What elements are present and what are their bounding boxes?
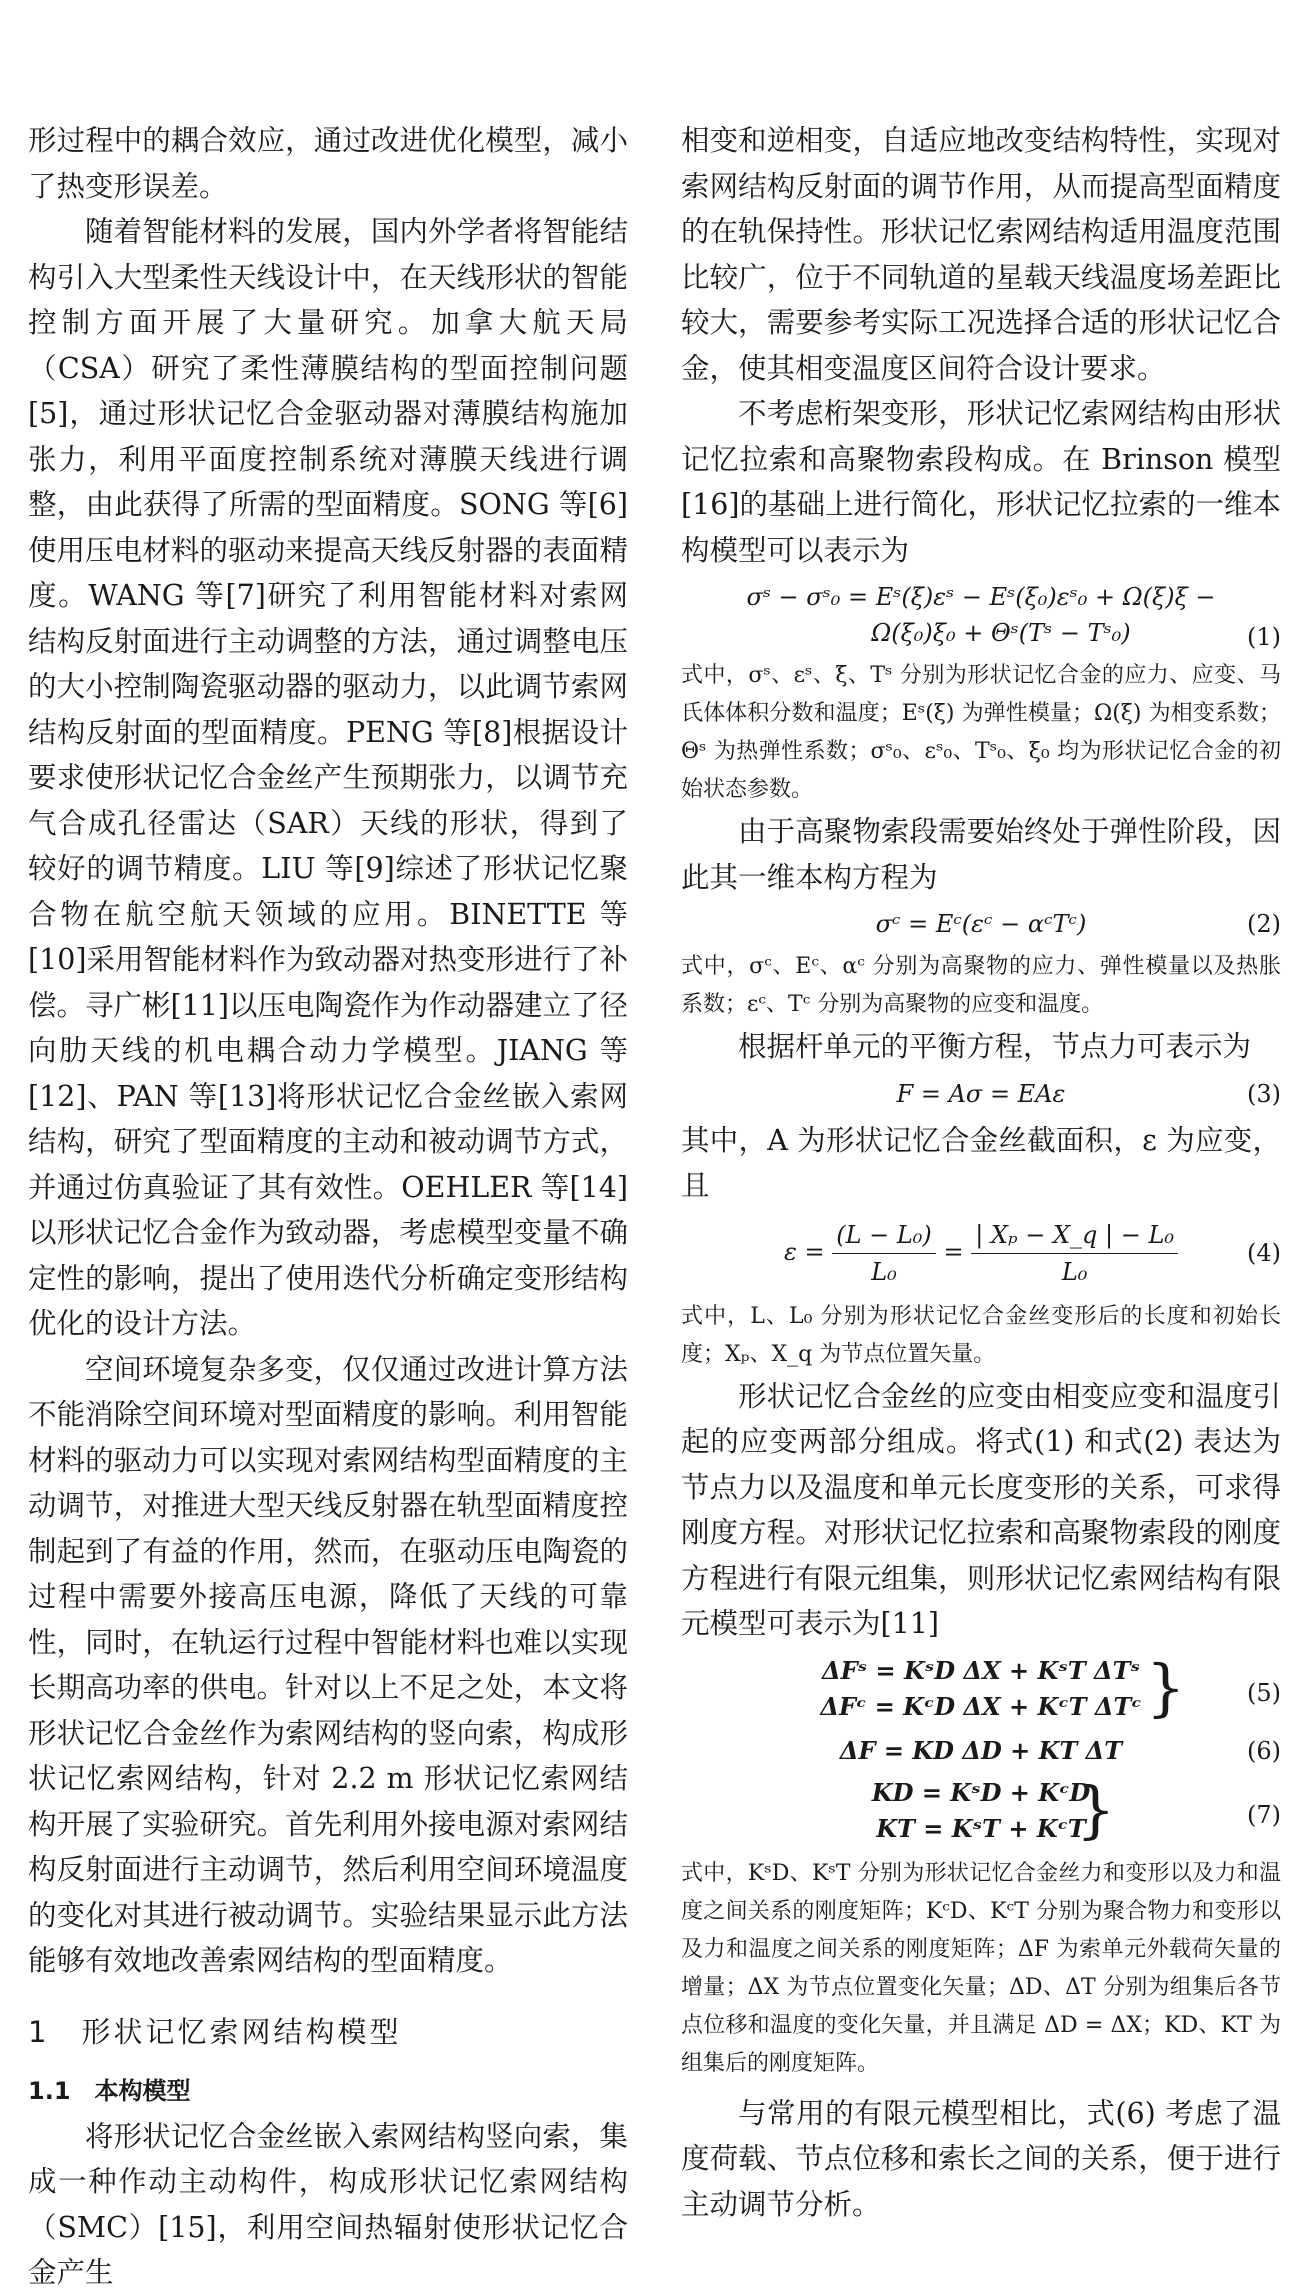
equation-text: F = Aσ = EAε [896, 1079, 1066, 1108]
equation-line: KD = KˢD + KᶜD [871, 1777, 1091, 1807]
equation-number: (3) [1247, 1079, 1281, 1108]
fraction-numerator: | Xₚ − X_q | − L₀ [971, 1217, 1178, 1254]
equation-line: Ω(ξ₀)ξ₀ + Θˢ(Tˢ − Tˢ₀) [871, 619, 1131, 647]
paragraph: 与常用的有限元模型相比，式(6) 考虑了温度荷载、节点位移和索长之间的关系，便于进行主动调节分析。 [681, 2096, 1281, 2221]
right-column [681, 118, 1281, 2227]
equation-4 [681, 1217, 1281, 1290]
subsection-heading: 1.1 本构模型 [28, 2076, 191, 2105]
paragraph: 将形状记忆合金丝嵌入索网结构竖向索，集成一种作动主动构件，构成形状记忆索网结构（SMC）[15]，利用空间热辐射使形状记忆合金产生 [28, 2119, 628, 2289]
equation-7 [681, 1772, 1281, 1849]
equation-note: 式中，KˢD、KˢT 分别为形状记忆合金丝力和变形以及力和温度之间关系的刚度矩阵；KᶜD、KᶜT 分别为聚合物力和变形以及力和温度之间关系的刚度矩阵；ΔF 为索单元外载荷矢量的增量；ΔX 为节点位置变化矢量；ΔD、ΔT 分别为组集后各节点位移和温度的变化矢量，并且满足 ΔD = ΔX；KD、KT 为组集后的刚度矩阵。 [681, 1860, 1281, 2076]
equals-sign: = [943, 1237, 964, 1266]
paragraph: 随着智能材料的发展，国内外学者将智能结构引入大型柔性天线设计中，在天线形状的智能控制方面开展了大量研究。加拿大航天局（CSA）研究了柔性薄膜结构的型面控制问题[5]，通过形状记忆合金驱动器对薄膜结构施加张力，利用平面度控制系统对薄膜天线进行调整，由此获得了所需的型面精度。SONG 等[6]使用压电材料的驱动来提高天线反射器的表面精度。WANG 等[7]研究了利用智能材料对索网结构反射面进行主动调整的方法，通过调整电压的大小控制陶瓷驱动器的驱动力，以此调节索网结构反射面的型面精度。PENG 等[8]根据设计要求使形状记忆合金丝产生预期张力，以调节充气合成孔径雷达（SAR）天线的形状，得到了较好的调节精度。LIU 等[9]综述了形状记忆聚合物在航空航天领域的应用。BINETTE 等[10]采用智能材料作为致动器对热变形进行了补偿。寻广彬[11]以压电陶瓷作为作动器建立了径向肋天线的机电耦合动力学模型。JIANG 等[12]、PAN 等[13]将形状记忆合金丝嵌入索网结构，研究了型面精度的主动和被动调节方式，并通过仿真验证了其有效性。OEHLER 等[14]以形状记忆合金作为致动器，考虑模型变量不确定性的影响，提出了使用迭代分析确定变形结构优化的设计方法。 [28, 215, 629, 1340]
paragraph: 根据杆单元的平衡方程，节点力可表示为 [738, 1030, 1252, 1063]
equation-number: (7) [1247, 1800, 1281, 1829]
paragraph: 由于高聚物索段需要始终处于弹性阶段，因此其一维本构方程为 [681, 815, 1281, 894]
equation-note: 式中，L、L₀ 分别为形状记忆合金丝变形后的长度和初始长度；Xₚ、X_q 为节点位置矢量。 [681, 1303, 1281, 1367]
equation-number: (4) [1247, 1238, 1281, 1267]
equation-text: σᶜ = Eᶜ(εᶜ − αᶜTᶜ) [875, 910, 1087, 938]
fraction [971, 1217, 1178, 1290]
equation-line: KT = KˢT + KᶜT [876, 1813, 1086, 1843]
paragraph: 空间环境复杂多变，仅仅通过改进计算方法不能消除空间环境对型面精度的影响。利用智能材料的驱动力可以实现对索网结构型面精度的主动调节，对推进大型天线反射器在轨型面精度控制起到了有益的作用，然而，在驱动压电陶瓷的过程中需要外接高压电源，降低了天线的可靠性，同时，在轨运行过程中智能材料也难以实现长期高功率的供电。针对以上不足之处，本文将形状记忆合金丝作为索网结构的竖向索，构成形状记忆索网结构，针对 2.2 m 形状记忆索网结构开展了实验研究。首先利用外接电源对索网结构反射面进行主动调节，然后利用空间环境温度的变化对其进行被动调节。实验结果显示此方法能够有效地改善索网结构的型面精度。 [28, 1352, 628, 1977]
equation-line: ΔFᶜ = KᶜD ΔX + KᶜT ΔTᶜ [820, 1691, 1142, 1721]
equation-number: (6) [1247, 1736, 1281, 1765]
right-brace: } [1146, 1650, 1186, 1724]
equation-2 [681, 906, 1281, 942]
equation-5 [681, 1650, 1281, 1727]
equation-note: 式中，σˢ、εˢ、ξ、Tˢ 分别为形状记忆合金的应力、应变、马氏体体积分数和温度；Eˢ(ξ) 为弹性模量；Ω(ξ) 为相变系数；Θˢ 为热弹性系数；σˢ₀、εˢ₀、Tˢ₀、ξ₀ 均为形状记忆合金的初始状态参数。 [681, 663, 1281, 802]
equation-6 [681, 1733, 1281, 1769]
equation-line: σˢ − σˢ₀ = Eˢ(ξ)εˢ − Eˢ(ξ₀)εˢ₀ + Ω(ξ)ξ − [746, 583, 1216, 611]
equation-note: 式中，σᶜ、Eᶜ、αᶜ 分别为高聚物的应力、弹性模量以及热胀系数；εᶜ、Tᶜ 分别为高聚物的应变和温度。 [681, 954, 1281, 1017]
fraction-denominator: L₀ [1061, 1257, 1088, 1286]
fraction [832, 1217, 936, 1290]
paragraph: 其中，A 为形状记忆合金丝截面积，ε 为应变，且 [681, 1123, 1281, 1202]
equation-line: ΔFˢ = KˢD ΔX + KˢT ΔTˢ [822, 1655, 1140, 1685]
equation-number: (1) [1247, 623, 1281, 651]
equation-lhs: ε = [783, 1237, 825, 1266]
equation-number: (2) [1247, 910, 1281, 938]
equation-1 [681, 579, 1281, 651]
fraction-denominator: L₀ [871, 1257, 897, 1286]
right-brace: } [1076, 1772, 1116, 1846]
equation-number: (5) [1247, 1678, 1281, 1707]
section-heading: 1 形状记忆索网结构模型 [28, 2014, 402, 2049]
equation-3 [681, 1076, 1281, 1112]
paragraph: 相变和逆相变，自适应地改变结构特性，实现对索网结构反射面的调节作用，从而提高型面精度的在轨保持性。形状记忆索网结构适用温度范围比较广，位于不同轨道的星载天线温度场差距比较大，需要参考实际工况选择合适的形状记忆合金，使其相变温度区间符合设计要求。 [681, 124, 1281, 385]
equation-text: ΔF = KD ΔD + KT ΔT [839, 1735, 1123, 1765]
fraction-numerator: (L − L₀) [832, 1217, 936, 1254]
paragraph: 形状记忆合金丝的应变由相变应变和温度引起的应变两部分组成。将式(1) 和式(2) 表达为节点力以及温度和单元长度变形的关系，可求得刚度方程。对形状记忆拉索和高聚物索段的刚度方程进行有限元组集，则形状记忆索网结构有限元模型可表示为[11] [681, 1379, 1281, 1640]
paragraph: 形过程中的耦合效应，通过改进优化模型，减小了热变形误差。 [28, 124, 628, 203]
paragraph: 不考虑桁架变形，形状记忆索网结构由形状记忆拉索和高聚物索段构成。在 Brinson 模型[16]的基础上进行简化，形状记忆拉索的一维本构模型可以表示为 [681, 397, 1282, 567]
left-column [28, 118, 628, 2296]
